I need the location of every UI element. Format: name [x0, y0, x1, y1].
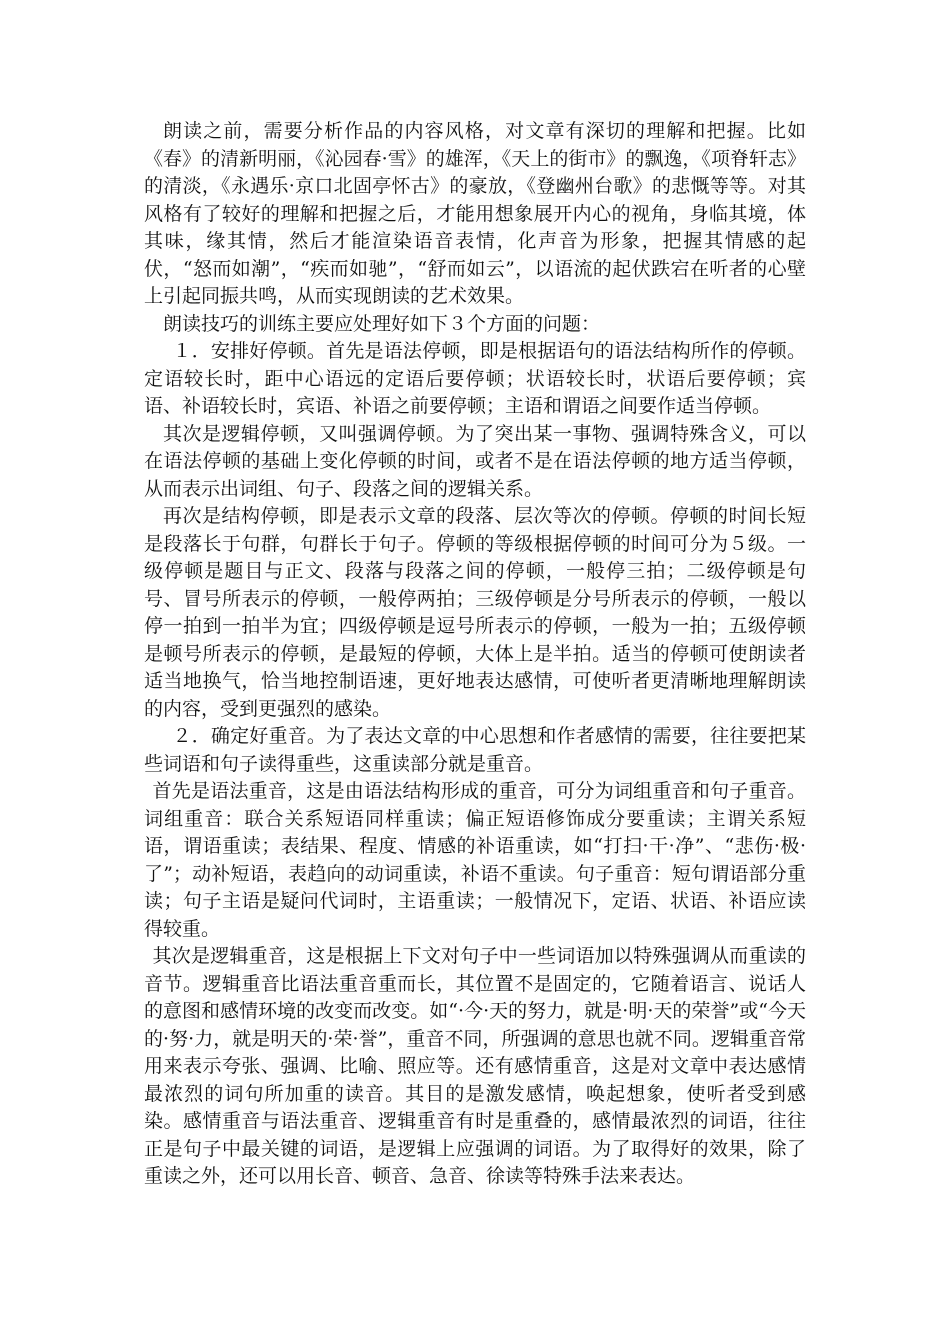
paragraph-skills-intro: 朗读技巧的训练主要应处理好如下３个方面的问题： [163, 312, 601, 335]
paragraph-pause-structure: 再次是结构停顿，即是表示文章的段落、层次等次的停顿。停顿的时间长短是段落长于句群，句群长于句子。停顿的等级根据停顿的时间可分为５级。一级停顿是题目与正文、段落与段落之间的停顿，一般停三拍；二级停顿是句号、冒号所表示的停顿，一般停两拍；三级停顿是分号所表示的停顿，一般以停一拍到一拍半为宜；四级停顿是逗号所表示的停顿，一般为一拍；五级停顿是顿号所表示的停顿，是最短的停顿，大体上是半拍。适当的停顿可使朗读者适当地换气，恰当地控制语速，更好地表达感情，可使听者更清晰地理解朗读的内容，受到更强烈的感染。 [144, 505, 806, 720]
paragraph-stress-logic: 其次是逻辑重音，这是根据上下文对句子中一些词语加以特殊强调从而重读的音节。逻辑重音比语法重音重而长，其位置不是固定的，它随着语言、说话人的意图和感情环境的改变而改变。如“·今·天的努力，就是·明·天的荣誉”或“今天的·努·力，就是明天的·荣·誉”，重音不同，所强调的意思也就不同。逻辑重音常用来表示夸张、强调、比喻、照应等。还有感情重音，这是对文章中表达感情最浓烈的词句所加重的读音。其目的是激发感情，唤起想象，使听者受到感染。感情重音与语法重音、逻辑重音有时是重叠的，感情最浓烈的词语，往往正是句子中最关键的词语，是逻辑上应强调的词语。为了取得好的效果，除了重读之外，还可以用长音、顿音、急音、徐读等特殊手法来表达。 [144, 945, 806, 1187]
paragraph-stress-intro: ２．确定好重音。为了表达文章的中心思想和作者感情的需要，往往要把某些词语和句子读得重些，这重读部分就是重音。 [144, 725, 806, 775]
paragraph-pause-logic: 其次是逻辑停顿，又叫强调停顿。为了突出某一事物、强调特殊含义，可以在语法停顿的基础上变化停顿的时间，或者不是在语法停顿的地方适当停顿，从而表示出词组、句子、段落之间的逻辑关系。 [144, 422, 806, 500]
paragraph-reading-style: 朗读之前，需要分析作品的内容风格，对文章有深切的理解和把握。比如《春》的清新明丽，《沁园春·雪》的雄浑，《天上的街市》的飘逸，《项脊轩志》的清淡，《永遇乐·京口北固亭怀古》的豪放，《登幽州台歌》的悲慨等等。对其风格有了较好的理解和把握之后，才能用想象展开内心的视角，身临其境，体其味，缘其情，然后才能渲染语音表情，化声音为形象，把握其情感的起伏，“怒而如潮”，“疾而如驰”，“舒而如云”，以语流的起伏跌宕在听者的心壁上引起同振共鸣，从而实现朗读的艺术效果。 [144, 120, 806, 307]
paragraph-pause-grammar: １．安排好停顿。首先是语法停顿，即是根据语句的语法结构所作的停顿。定语较长时，距中心语远的定语后要停顿；状语较长时，状语后要停顿；宾语、补语较长时，宾语、补语之前要停顿；主语和谓语之间要作适当停顿。 [144, 340, 806, 417]
document-body [144, 118, 806, 1191]
paragraph-stress-grammar: 首先是语法重音，这是由语法结构形成的重音，可分为词组重音和句子重音。词组重音：联合关系短语同样重读；偏正短语修饰成分要重读；主谓关系短语，谓语重读；表结果、程度、情感的补语重读，如“打扫·干·净”、“悲伤·极·了”；动补短语，表趋向的动词重读，补语不重读。句子重音：短句谓语部分重读；句子主语是疑问代词时，主语重读；一般情况下，定语、状语、补语应读得较重。 [144, 780, 806, 940]
